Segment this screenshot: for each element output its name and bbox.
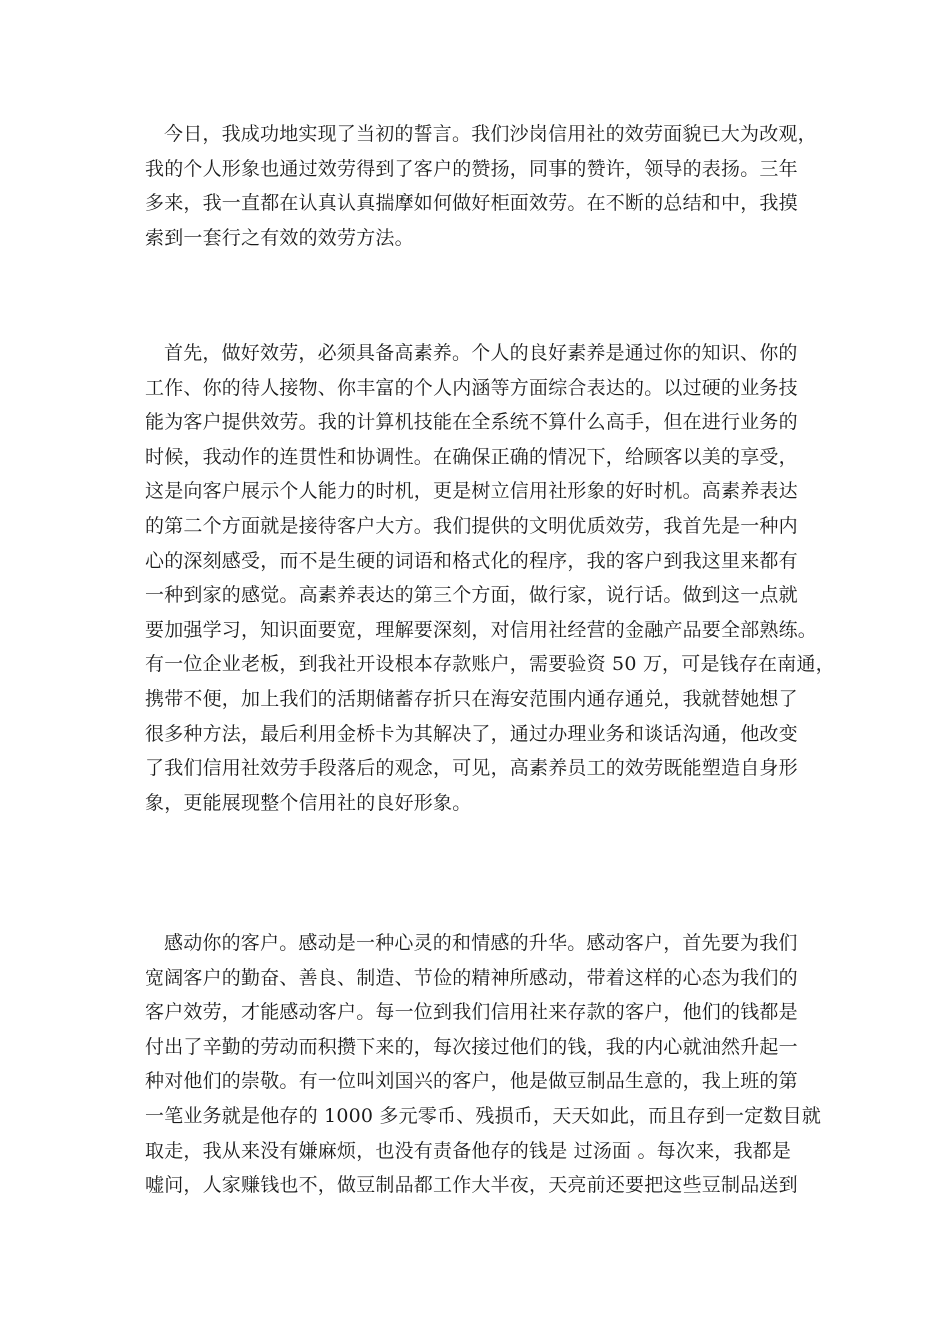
- paragraph-line: 多来，我一直都在认真认真揣摩如何做好柜面效劳。在不断的总结和中，我摸: [145, 192, 798, 215]
- paragraph-line: 象，更能展现整个信用社的良好形象。: [145, 791, 472, 814]
- paragraph-line: 今日，我成功地实现了当初的誓言。我们沙岗信用社的效劳面貌已大为改观，: [164, 123, 817, 145]
- paragraph-line: 宽阔客户的勤奋、善良、制造、节俭的精神所感动，带着这样的心态为我们的: [145, 966, 798, 989]
- paragraph-line: 感动你的客户。感动是一种心灵的和情感的升华。感动客户，首先要为我们: [164, 932, 798, 954]
- paragraph-line: 客户效劳，才能感动客户。每一位到我们信用社来存款的客户，他们的钱都是: [145, 1001, 798, 1024]
- paragraph-line: 首先，做好效劳，必须具备高素养。个人的良好素养是通过你的知识、你的: [164, 342, 798, 364]
- paragraph-line: 取走，我从来没有嫌麻烦，也没有责备他存的钱是 过汤面 。每次来，我都是: [145, 1139, 792, 1162]
- paragraph-line: 的第二个方面就是接待客户大方。我们提供的文明优质效劳，我首先是一种内: [145, 514, 798, 537]
- paragraph-line: 这是向客户展示个人能力的时机，更是树立信用社形象的好时机。高素养表达: [145, 480, 798, 503]
- paragraph-line: 很多种方法，最后利用金桥卡为其解决了，通过办理业务和谈话沟通，他改变: [145, 722, 798, 745]
- paragraph-line: 索到一套行之有效的效劳方法。: [145, 226, 414, 249]
- paragraph-3: [145, 926, 820, 1203]
- paragraph-line: 了我们信用社效劳手段落后的观念，可见，高素养员工的效劳既能塑造自身形: [145, 757, 798, 780]
- paragraph-line: 一种到家的感觉。高素养表达的第三个方面，做行家，说行话。做到这一点就: [145, 584, 798, 607]
- paragraph-2: [145, 336, 835, 820]
- paragraph-line: 我的个人形象也通过效劳得到了客户的赞扬，同事的赞许，领导的表扬。三年: [145, 157, 798, 180]
- paragraph-line: 工作、你的待人接物、你丰富的个人内涵等方面综合表达的。以过硬的业务技: [145, 376, 798, 399]
- paragraph-line: 时候，我动作的连贯性和协调性。在确保正确的情况下，给顾客以美的享受，: [145, 445, 798, 468]
- paragraph-line: 一笔业务就是他存的 1000 多元零币、残损币，天天如此，而且存到一定数目就: [145, 1104, 822, 1127]
- paragraph-line: 心的深刻感受，而不是生硬的词语和格式化的程序，我的客户到我这里来都有: [145, 549, 798, 572]
- paragraph-line: 种对他们的崇敬。有一位叫刘国兴的客户，他是做豆制品生意的，我上班的第: [145, 1070, 798, 1093]
- paragraph-line: 嘘问，人家赚钱也不，做豆制品都工作大半夜，天亮前还要把这些豆制品送到: [145, 1174, 798, 1197]
- paragraph-line: 能为客户提供效劳。我的计算机技能在全系统不算什么高手，但在进行业务的: [145, 411, 798, 434]
- paragraph-line: 付出了辛勤的劳动而积攒下来的，每次接过他们的钱，我的内心就油然升起一: [145, 1035, 798, 1058]
- paragraph-1: [145, 117, 820, 255]
- paragraph-line: 有一位企业老板，到我社开设根本存款账户，需要验资 50 万，可是钱存在南通，: [145, 653, 835, 676]
- paragraph-line: 要加强学习，知识面要宽，理解要深刻，对信用社经营的金融产品要全部熟练。: [145, 618, 818, 641]
- paragraph-line: 携带不便，加上我们的活期储蓄存折只在海安范围内通存通兑，我就替她想了: [145, 687, 798, 710]
